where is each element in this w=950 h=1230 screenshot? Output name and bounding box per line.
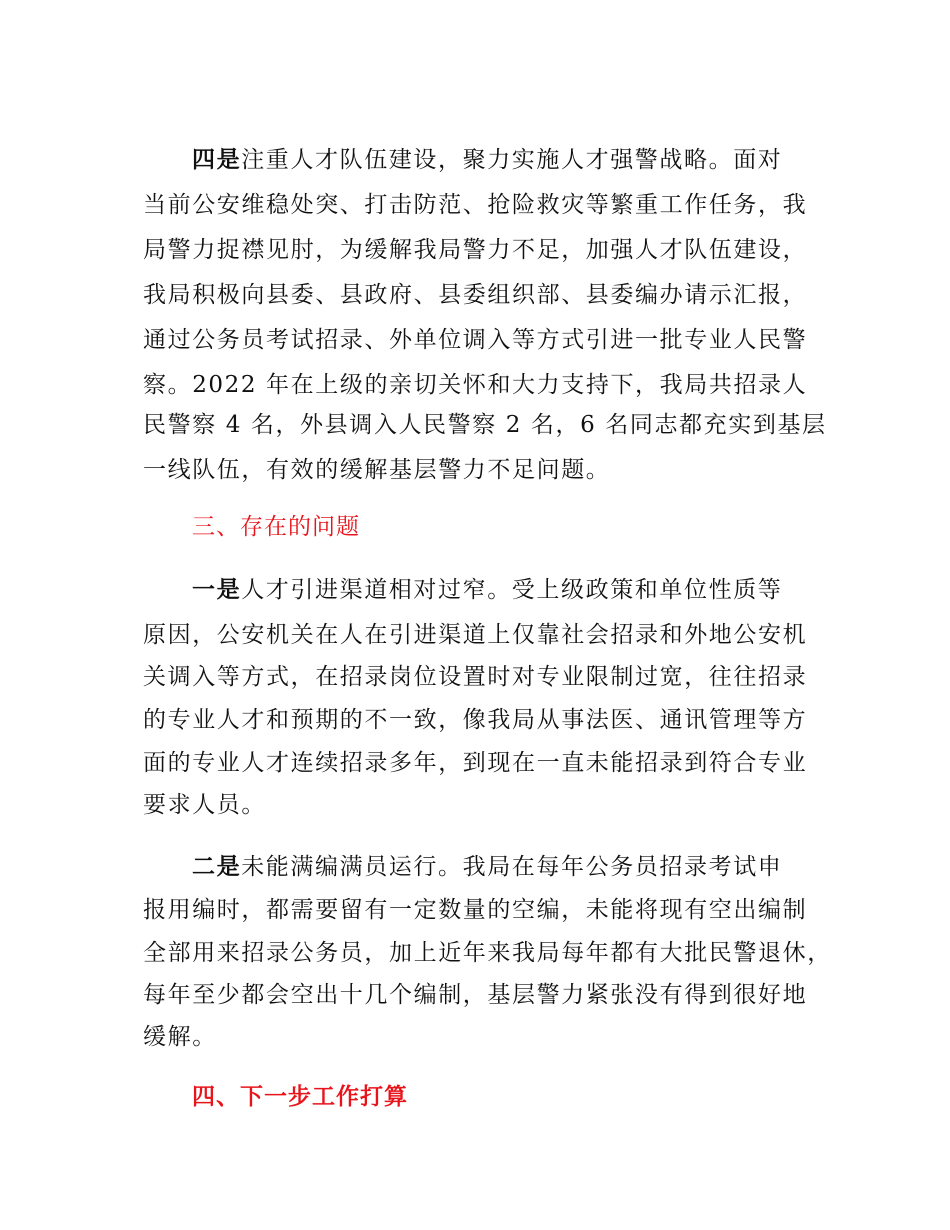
paragraph-4-line-5: 通过公务员考试招录、外单位调入等方式引进一批专业人民警 [143, 327, 808, 353]
paragraph-4-line-8: 一线队伍，有效的缓解基层警力不足问题。 [143, 457, 611, 483]
problem-2-lead: 二是 [192, 854, 242, 880]
paragraph-4-lead: 四是 [192, 147, 242, 173]
problem-1-line-2: 原因，公安机关在人在引进渠道上仅靠社会招录和外地公安机 [143, 622, 808, 648]
paragraph-4-line-2: 当前公安维稳处突、打击防范、抢险救灾等繁重工作任务，我 [143, 192, 808, 218]
section-4-heading: 四、下一步工作打算 [192, 1084, 408, 1110]
problem-1-line-3: 关调入等方式，在招录岗位设置时对专业限制过宽，往往招录 [143, 664, 808, 690]
problem-2-line-3: 全部用来招录公务员，加上近年来我局每年都有大批民警退休， [143, 940, 832, 966]
problem-2-line-5: 缓解。 [143, 1024, 217, 1050]
problem-2-line-1 [192, 852, 782, 882]
problem-1-text: 人才引进渠道相对过窄。受上级政策和单位性质等 [241, 577, 783, 603]
problem-2-text: 未能满编满员运行。我局在每年公务员招录考试申 [241, 854, 783, 880]
paragraph-4-line-3: 局警力捉襟见肘，为缓解我局警力不足，加强人才队伍建设， [143, 237, 808, 263]
problem-2-line-2: 报用编时，都需要留有一定数量的空编，未能将现有空出编制 [143, 897, 808, 923]
problem-1-line-5: 面的专业人才连续招录多年，到现在一直未能招录到符合专业 [143, 750, 808, 776]
paragraph-4-line-1 [192, 145, 782, 175]
problem-1-line-4: 的专业人才和预期的不一致，像我局从事法医、通讯管理等方 [143, 707, 808, 733]
paragraph-4-line-4: 我局积极向县委、县政府、县委组织部、县委编办请示汇报， [143, 282, 808, 308]
paragraph-4-text: 注重人才队伍建设，聚力实施人才强警战略。面对 [241, 147, 783, 173]
section-3-heading: 三、存在的问题 [192, 514, 360, 540]
problem-2-line-4: 每年至少都会空出十几个编制，基层警力紧张没有得到很好地 [143, 982, 808, 1008]
problem-1-lead: 一是 [192, 577, 242, 603]
problem-1-line-1 [192, 575, 782, 605]
paragraph-4-line-6: 察。2022 年在上级的亲切关怀和大力支持下，我局共招录人 [143, 372, 808, 398]
problem-1-line-6: 要求人员。 [143, 792, 266, 818]
paragraph-4-line-7: 民警察 4 名，外县调入人民警察 2 名，6 名同志都充实到基层 [143, 412, 827, 438]
